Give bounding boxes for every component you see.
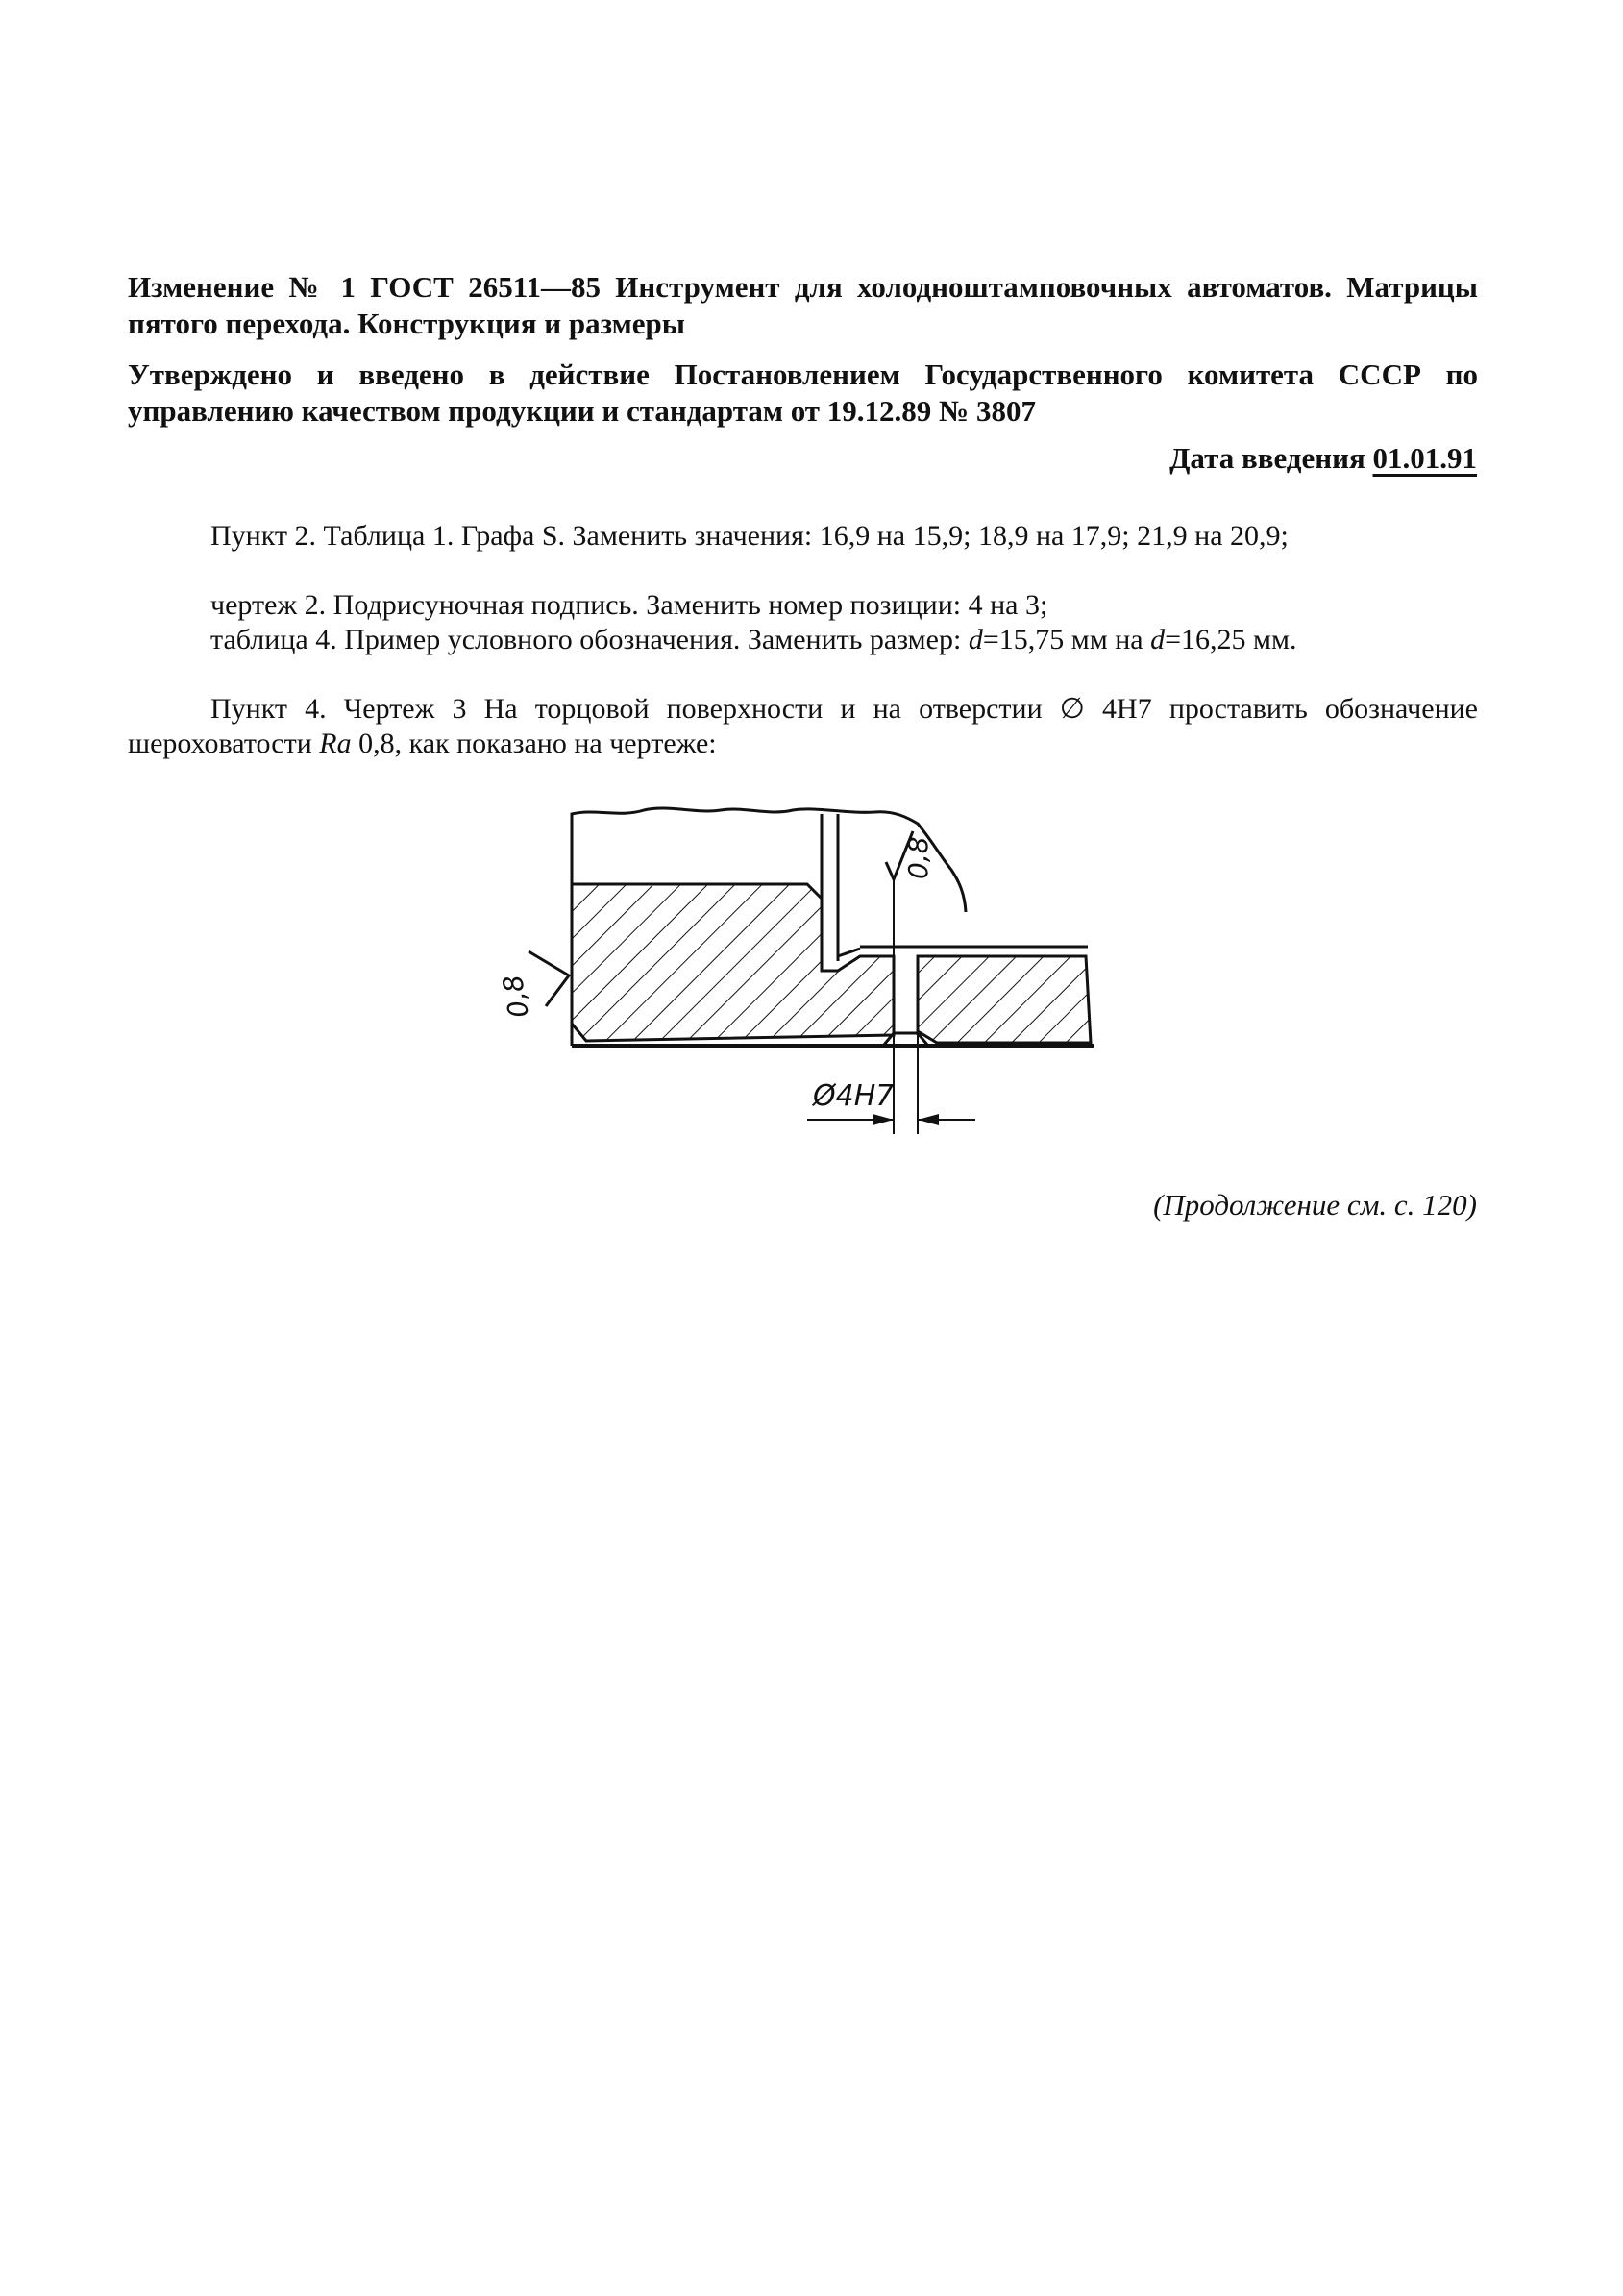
paragraph-drawing-3-text-b: 0,8, как показано на чертеже:: [351, 728, 717, 759]
paragraph-table-4-text-c: =16,25 мм.: [1165, 624, 1297, 655]
paragraph-drawing-2: чертеж 2. Подрисуночная подпись. Заменить номер позиции: 4 на 3;: [210, 589, 1048, 621]
paragraph-drawing-3-ra-symbol: Ra: [319, 728, 352, 759]
paragraph-table-4-d-symbol-2: d: [1150, 624, 1166, 655]
introduction-date: [1169, 440, 1477, 477]
paragraph-table-1: Пункт 2. Таблица 1. Графа S. Заменить значения: 16,9 на 15,9; 18,9 на 17,9; 21,9 на 20,9;: [210, 520, 1289, 552]
document-title: Изменение № 1 ГОСТ 26511—85 Инструмент для холодноштамповочных автоматов. Матрицы пятого перехода. Конструкция и размеры: [128, 270, 1478, 340]
introduction-date-label: Дата введения: [1169, 441, 1365, 475]
paragraph-table-4-text-b: =15,75 мм на: [982, 624, 1151, 655]
dimension-arrow-right: [918, 1114, 939, 1125]
continuation-note: (Продолжение см. с. 120): [1153, 1188, 1477, 1222]
paragraph-drawing-3-text-a: Пункт 4. Чертеж 3 На торцовой поверхности и на отверстии ∅ 4Н7 проставить обозначение шероховатости: [128, 693, 1478, 759]
paragraph-table-4-d-symbol: d: [968, 624, 983, 655]
roughness-top-label: 0,8: [902, 836, 934, 879]
hatched-section-left: [572, 884, 894, 1041]
roughness-left-icon: [529, 951, 569, 1006]
technical-drawing: [490, 802, 1105, 1148]
paragraph-table-4: [128, 623, 1478, 657]
paragraph-drawing-3: [128, 692, 1478, 761]
paragraph-table-4-text-a: таблица 4. Пример условного обозначения. Заменить размер:: [210, 624, 969, 655]
slot-step: [838, 949, 860, 956]
approval-statement: Утверждено и введено в действие Постановлением Государственного комитета СССР по управлению качеством продукции и стандартам от 19.12.89 № 3807: [128, 358, 1478, 428]
introduction-date-value: 01.01.91: [1372, 441, 1477, 475]
hatched-section-right: [918, 956, 1091, 1043]
hole-dimension-label: Ø4Н7: [813, 1079, 895, 1113]
roughness-left-label: 0,8: [496, 972, 535, 1021]
hole-chamfer: [884, 1033, 927, 1045]
dimension-arrow-left: [873, 1114, 894, 1125]
